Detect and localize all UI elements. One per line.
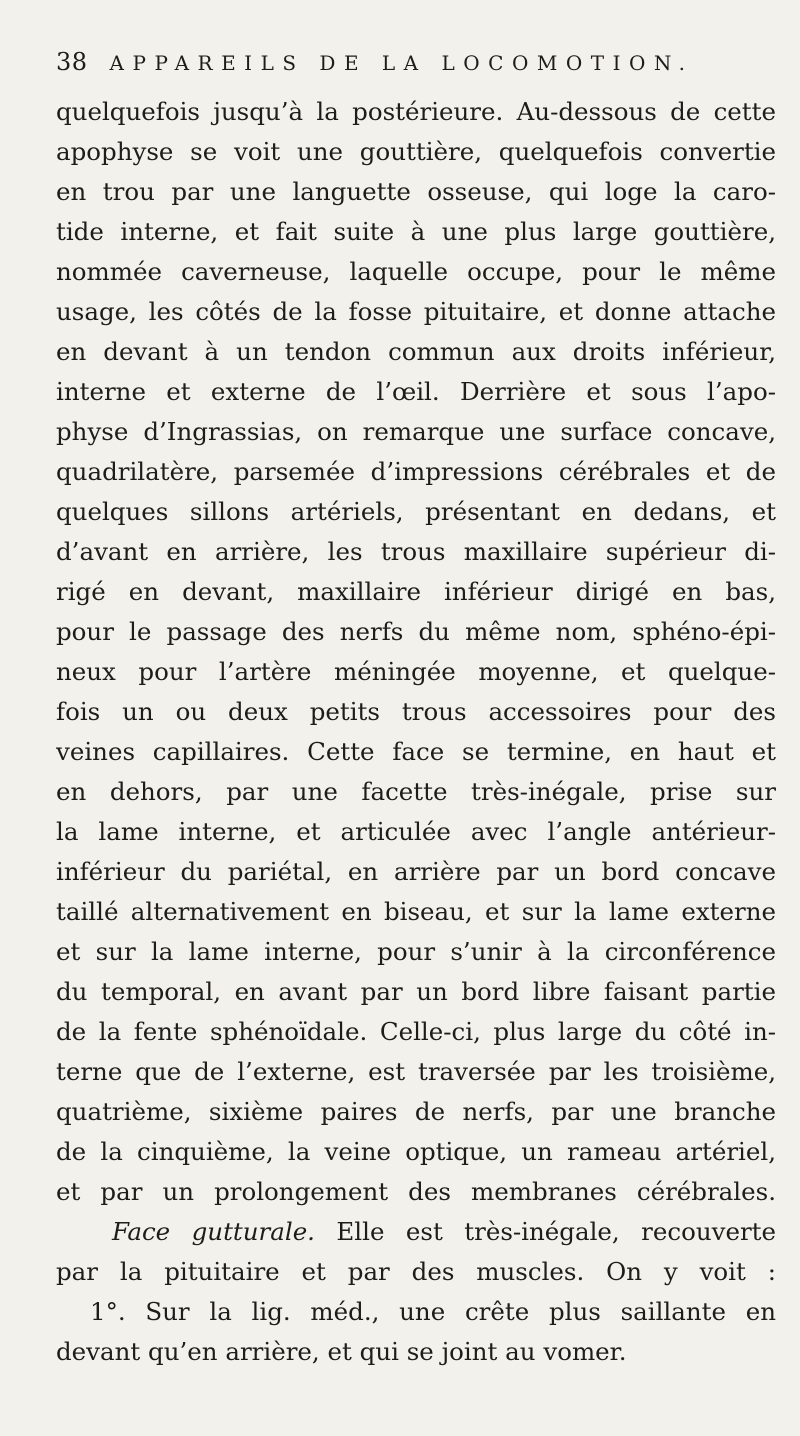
text-line: 1°. Sur la lig. méd., une crête plus saillante en — [90, 1297, 776, 1326]
text-line: d’avant en arrière, les trous maxillaire supérieur di- — [56, 537, 776, 566]
section-heading-rest: Elle est très-inégale, recouverte — [314, 1217, 776, 1246]
text-line: de la fente sphénoïdale. Celle-ci, plus large du côté in- — [56, 1017, 776, 1046]
text-line: tide interne, et fait suite à une plus large gouttière, — [56, 217, 776, 246]
text-line: quadrilatère, parsemée d’impressions cérébrales et de — [56, 457, 776, 486]
text-line: physe d’Ingrassias, on remarque une surface concave, — [56, 417, 776, 446]
text-line: rigé en devant, maxillaire inférieur dirigé en bas, — [56, 577, 776, 606]
section-heading: Face gutturale. — [112, 1217, 315, 1246]
text-line: veines capillaires. Cette face se termine, en haut et — [56, 737, 776, 766]
text-line: usage, les côtés de la fosse pituitaire, et donne attache — [56, 297, 776, 326]
text-line: neux pour l’artère méningée moyenne, et quelque- — [56, 657, 776, 686]
text-line: inférieur du pariétal, en arrière par un bord concave — [56, 857, 776, 886]
text-line: terne que de l’externe, est traversée par les troisième, — [56, 1057, 776, 1086]
text-line: par la pituitaire et par des muscles. On y voit : — [56, 1257, 776, 1286]
text-line: et par un prolongement des membranes cérébrales. — [56, 1177, 776, 1206]
running-head: APPAREILS DE LA LOCOMOTION. — [109, 51, 694, 75]
text-line: en dehors, par une facette très-inégale, prise sur — [56, 777, 776, 806]
text-line: apophyse se voit une gouttière, quelquefois convertie — [56, 137, 776, 166]
text-line: taillé alternativement en biseau, et sur la lame externe — [56, 897, 776, 926]
page-header — [56, 48, 776, 84]
text-line: quelquefois jusqu’à la postérieure. Au-dessous de cette — [56, 97, 776, 126]
text-line: la lame interne, et articulée avec l’angle antérieur- — [56, 817, 776, 846]
text-line: et sur la lame interne, pour s’unir à la circonférence — [56, 937, 776, 966]
text-line: en devant à un tendon commun aux droits inférieur, — [56, 337, 776, 366]
text-line: quatrième, sixième paires de nerfs, par une branche — [56, 1097, 776, 1126]
text-line: fois un ou deux petits trous accessoires pour des — [56, 697, 776, 726]
text-line: quelques sillons artériels, présentant en dedans, et — [56, 497, 776, 526]
text-line: interne et externe de l’œil. Derrière et sous l’apo- — [56, 377, 776, 406]
page-number: 38 — [56, 48, 88, 76]
text-line: pour le passage des nerfs du même nom, sphéno-épi- — [56, 617, 776, 646]
body-text — [56, 92, 776, 1372]
text-line: de la cinquième, la veine optique, un rameau artériel, — [56, 1137, 776, 1166]
text-line: en trou par une languette osseuse, qui loge la caro- — [56, 177, 776, 206]
text-line: nommée caverneuse, laquelle occupe, pour le même — [56, 257, 776, 286]
section-first-line — [56, 1212, 776, 1252]
text-line: du temporal, en avant par un bord libre faisant partie — [56, 977, 776, 1006]
text-line: devant qu’en arrière, et qui se joint au vomer. — [56, 1337, 627, 1366]
